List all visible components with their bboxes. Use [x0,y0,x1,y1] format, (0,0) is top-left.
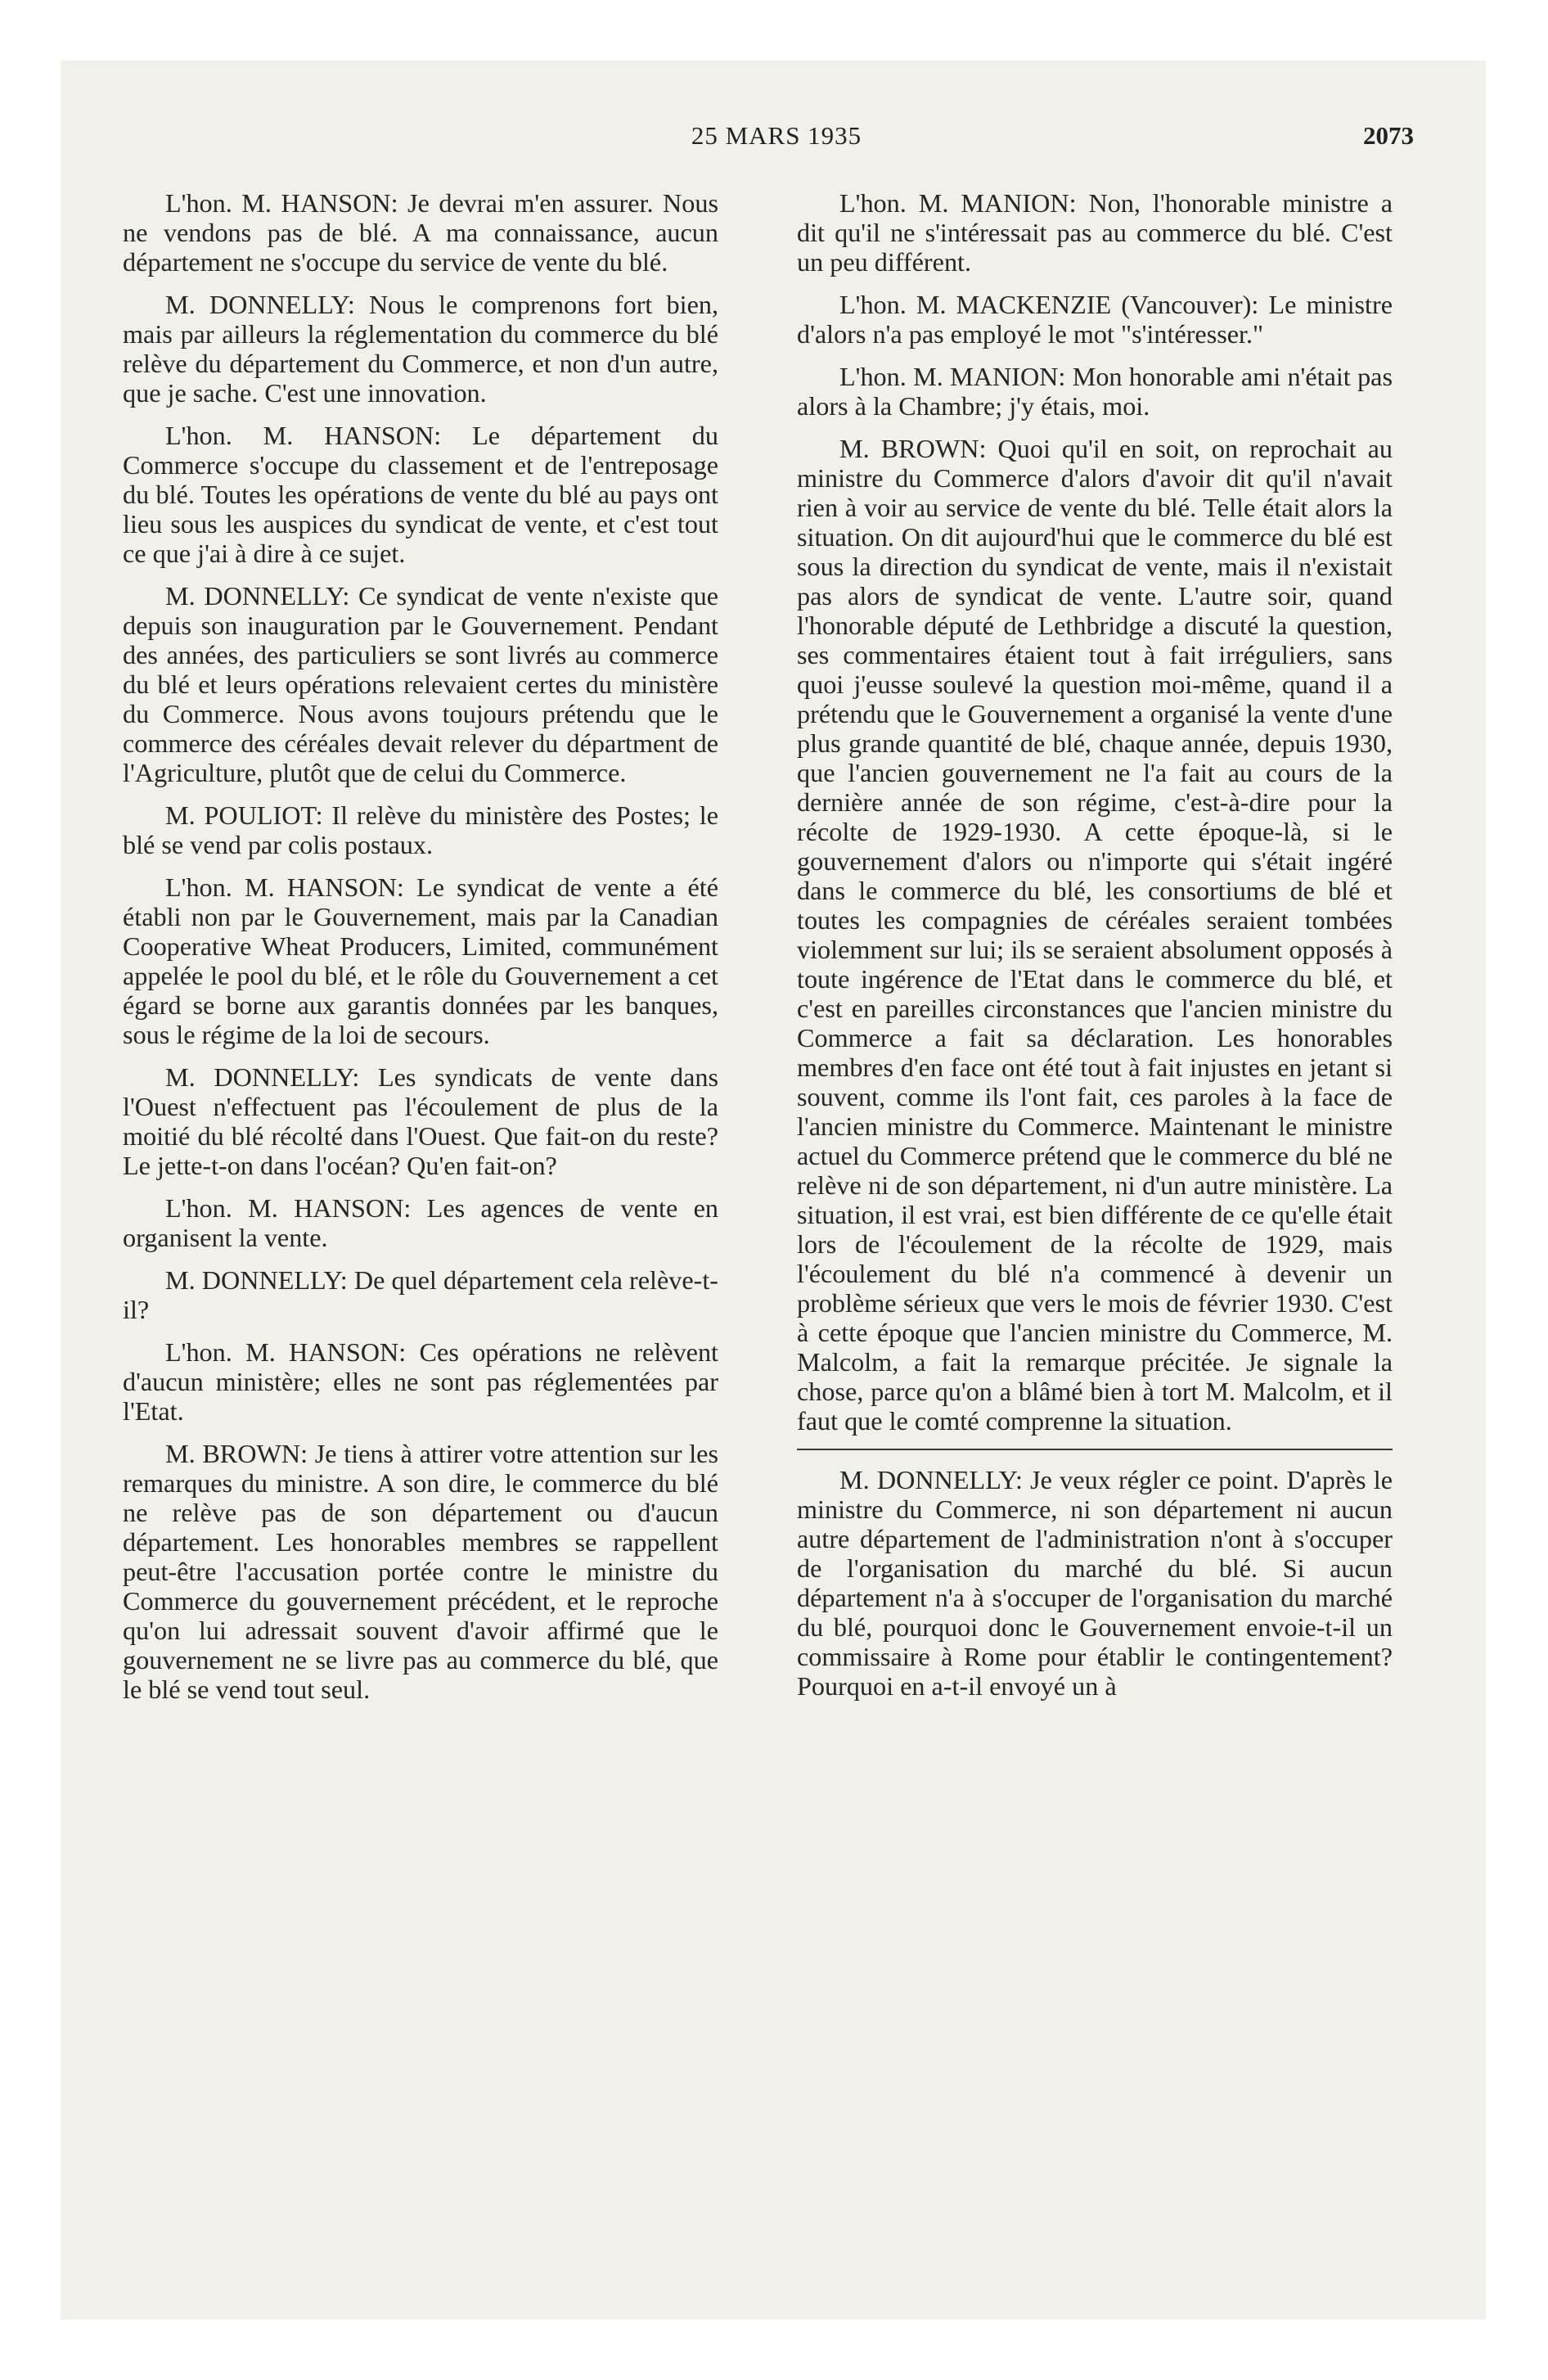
right-column [797,188,1393,1714]
paragraph: M. POULIOT: Il relève du ministère des Postes; le blé se vend par colis postaux. [123,800,718,859]
paragraph: M. DONNELLY: Nous le comprenons fort bien, mais par ailleurs la réglementation du commerce du blé relève du département du Commerce, et non d'un autre, que je sache. C'est une innovation. [123,290,718,408]
header-date: 25 MARS 1935 [691,121,862,150]
paragraph: L'hon. M. HANSON: Le syndicat de vente a été établi non par le Gouvernement, mais par la Canadian Cooperative Wheat Producers, Limited, communément appelée le pool du blé, et le rôle du Gouvernement a cet égard se borne aux garantis données par les banques, sous le régime de la loi de secours. [123,872,718,1049]
section-divider [797,1449,1393,1450]
paragraph: L'hon. M. MANION: Mon honorable ami n'était pas alors à la Chambre; j'y étais, moi. [797,362,1393,421]
paragraph: L'hon. M. MANION: Non, l'honorable ministre a dit qu'il ne s'intéressait pas au commerce du blé. C'est un peu différent. [797,188,1393,277]
paragraph: L'hon. M. HANSON: Les agences de vente en organisent la vente. [123,1193,718,1252]
paragraph: L'hon. M. HANSON: Le département du Commerce s'occupe du classement et de l'entreposage du blé. Toutes les opérations de vente du blé au pays ont lieu sous les auspices du syndicat de vente, et c'est tout ce que j'ai à dire à ce sujet. [123,421,718,568]
paragraph: L'hon. M. MACKENZIE (Vancouver): Le ministre d'alors n'a pas employé le mot "s'intéresser." [797,290,1393,349]
page-header [139,121,1414,170]
paragraph: M. BROWN: Quoi qu'il en soit, on reprochait au ministre du Commerce d'alors d'avoir dit qu'il n'avait rien à voir au service de vente du blé. Telle était alors la situation. On dit aujourd'hui que le commerce du blé est sous la direction du syndicat de vente, mais il n'existait pas alors de syndicat de vente. L'autre soir, quand l'honorable député de Lethbridge a discuté la question, ses commentaires étaient tout à fait irréguliers, sans quoi j'eusse soulevé la question moi-même, quand il a prétendu que le Gouvernement a organisé la vente d'une plus grande quantité de blé, chaque année, depuis 1930, que l'ancien gouvernement ne l'a fait au cours de la dernière année de son régime, c'est-à-dire pour la récolte de 1929-1930. A cette époque-là, si le gouvernement d'alors ou n'importe qui s'était ingéré dans le commerce du blé, les consortiums de blé et toutes les compagnies de céréales seraient tombées violemment sur lui; ils se seraient absolument opposés à toute ingérence de l'Etat dans le commerce du blé, et c'est en pareilles circonstances que l'ancien ministre du Commerce a fait sa déclaration. Les honorables membres d'en face ont été tout à fait injustes en jetant si souvent, comme ils l'ont fait, ces paroles à la face de l'ancien ministre du Commerce. Maintenant le ministre actuel du Commerce prétend que le commerce du blé ne relève ni de son département, ni d'un autre ministère. La situation, il est vrai, est bien différente de ce qu'elle était lors de l'écoulement de la récolte de 1929, mais l'écoulement du blé n'a commencé à devenir un problème sérieux que vers le mois de février 1930. C'est à cette époque que l'ancien ministre du Commerce, M. Malcolm, a fait la remarque précitée. Je signale la chose, parce qu'on a blâmé bien à tort M. Malcolm, et il faut que le comté comprenne la situation. [797,434,1393,1436]
left-column [123,188,718,1717]
paragraph: M. DONNELLY: Je veux régler ce point. D'après le ministre du Commerce, ni son département ni aucun autre département de l'administration n'ont à s'occuper de l'organisation du marché du blé. Si aucun département n'a à s'occuper de l'organisation du marché du blé, pourquoi donc le Gouvernement envoie-t-il un commissaire à Rome pour établir le contingentement? Pourquoi en a-t-il envoyé un à [797,1465,1393,1701]
page-number: 2073 [1363,121,1414,150]
paragraph: M. DONNELLY: Les syndicats de vente dans l'Ouest n'effectuent pas l'écoulement de plus de la moitié du blé récolté dans l'Ouest. Que fait-on du reste? Le jette-t-on dans l'océan? Qu'en fait-on? [123,1062,718,1180]
paragraph: M. DONNELLY: De quel département cela relève-t-il? [123,1265,718,1324]
paragraph: L'hon. M. HANSON: Ces opérations ne relèvent d'aucun ministère; elles ne sont pas réglementées par l'Etat. [123,1337,718,1426]
paragraph: M. BROWN: Je tiens à attirer votre attention sur les remarques du ministre. A son dire, le commerce du blé ne relève pas de son département ou d'aucun département. Les honorables membres se rappellent peut-être l'accusation portée contre le ministre du Commerce du gouvernement précédent, et le reproche qu'on lui adressait souvent d'avoir affirmé que le gouvernement ne se livre pas au commerce du blé, que le blé se vend tout seul. [123,1439,718,1704]
paragraph: L'hon. M. HANSON: Je devrai m'en assurer. Nous ne vendons pas de blé. A ma connaissance, aucun département ne s'occupe du service de vente du blé. [123,188,718,277]
paragraph: M. DONNELLY: Ce syndicat de vente n'existe que depuis son inauguration par le Gouvernement. Pendant des années, des particuliers se sont livrés au commerce du blé et leurs opérations relevaient certes du ministère du Commerce. Nous avons toujours prétendu que le commerce des céréales devait relever du départment de l'Agriculture, plutôt que de celui du Commerce. [123,581,718,787]
